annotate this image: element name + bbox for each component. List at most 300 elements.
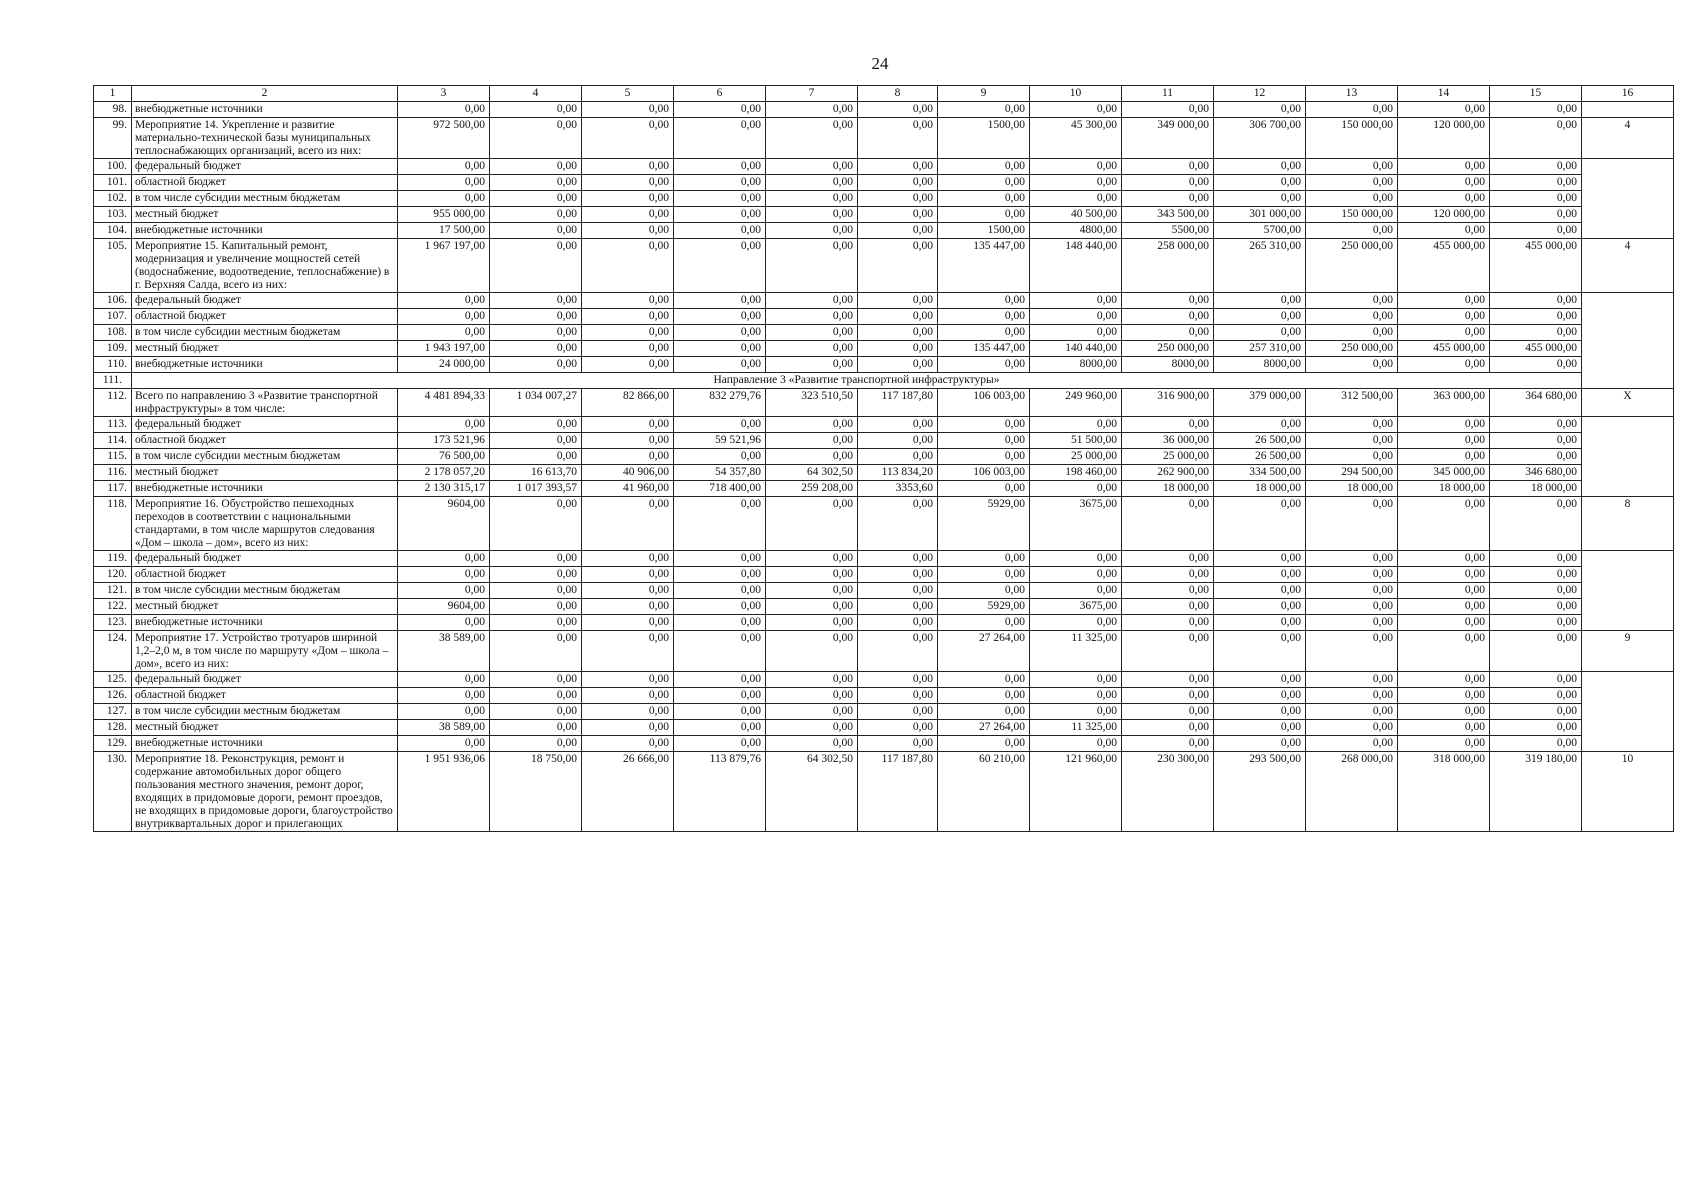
- target-index-cell: [1582, 223, 1674, 239]
- target-index-cell: [1582, 551, 1674, 567]
- value-cell: 0,00: [490, 309, 582, 325]
- value-cell: 0,00: [858, 615, 938, 631]
- value-cell: 9604,00: [398, 599, 490, 615]
- value-cell: 0,00: [490, 704, 582, 720]
- value-cell: 0,00: [1398, 325, 1490, 341]
- value-cell: 0,00: [766, 720, 858, 736]
- target-index-cell: 4: [1582, 118, 1674, 159]
- row-label: областной бюджет: [132, 309, 398, 325]
- value-cell: 0,00: [1490, 309, 1582, 325]
- row-number: 130.: [94, 752, 132, 832]
- value-cell: 0,00: [1490, 672, 1582, 688]
- value-cell: 0,00: [674, 551, 766, 567]
- value-cell: 379 000,00: [1214, 389, 1306, 417]
- value-cell: 0,00: [858, 341, 938, 357]
- value-cell: 18 000,00: [1122, 481, 1214, 497]
- value-cell: 0,00: [582, 293, 674, 309]
- row-label: внебюджетные источники: [132, 615, 398, 631]
- value-cell: 18 000,00: [1398, 481, 1490, 497]
- column-header: 12: [1214, 86, 1306, 102]
- value-cell: 0,00: [766, 191, 858, 207]
- value-cell: 0,00: [1122, 672, 1214, 688]
- value-cell: 0,00: [1306, 567, 1398, 583]
- row-number: 123.: [94, 615, 132, 631]
- target-index-cell: [1582, 449, 1674, 465]
- table-row: [94, 175, 1674, 191]
- value-cell: 0,00: [938, 704, 1030, 720]
- value-cell: 0,00: [1490, 159, 1582, 175]
- value-cell: 0,00: [674, 736, 766, 752]
- value-cell: 0,00: [674, 357, 766, 373]
- value-cell: 11 325,00: [1030, 631, 1122, 672]
- value-cell: 0,00: [1030, 736, 1122, 752]
- value-cell: 113 834,20: [858, 465, 938, 481]
- value-cell: 0,00: [1306, 417, 1398, 433]
- table-row: [94, 239, 1674, 293]
- value-cell: 0,00: [674, 175, 766, 191]
- value-cell: 0,00: [1214, 599, 1306, 615]
- value-cell: 0,00: [1490, 325, 1582, 341]
- target-index-cell: [1582, 672, 1674, 688]
- value-cell: 0,00: [398, 567, 490, 583]
- value-cell: 16 613,70: [490, 465, 582, 481]
- value-cell: 0,00: [1214, 175, 1306, 191]
- value-cell: 0,00: [1214, 497, 1306, 551]
- value-cell: 0,00: [1306, 736, 1398, 752]
- value-cell: 0,00: [1030, 102, 1122, 118]
- value-cell: 18 000,00: [1490, 481, 1582, 497]
- value-cell: 0,00: [1398, 309, 1490, 325]
- table-row: [94, 325, 1674, 341]
- row-number: 100.: [94, 159, 132, 175]
- column-header: 15: [1490, 86, 1582, 102]
- value-cell: 0,00: [490, 615, 582, 631]
- value-cell: 0,00: [938, 417, 1030, 433]
- value-cell: 0,00: [1030, 704, 1122, 720]
- value-cell: 0,00: [582, 223, 674, 239]
- value-cell: 318 000,00: [1398, 752, 1490, 832]
- value-cell: 0,00: [1398, 497, 1490, 551]
- column-header: 5: [582, 86, 674, 102]
- value-cell: 38 589,00: [398, 720, 490, 736]
- value-cell: 150 000,00: [1306, 118, 1398, 159]
- value-cell: 0,00: [1306, 551, 1398, 567]
- value-cell: 0,00: [582, 449, 674, 465]
- table-row: [94, 720, 1674, 736]
- value-cell: 0,00: [490, 293, 582, 309]
- value-cell: 0,00: [1490, 583, 1582, 599]
- value-cell: 0,00: [1214, 736, 1306, 752]
- column-header: 4: [490, 86, 582, 102]
- value-cell: 0,00: [1306, 615, 1398, 631]
- row-label: в том числе субсидии местным бюджетам: [132, 704, 398, 720]
- value-cell: 8000,00: [1214, 357, 1306, 373]
- table-row: [94, 704, 1674, 720]
- target-index-cell: [1582, 688, 1674, 704]
- value-cell: 0,00: [1122, 688, 1214, 704]
- target-index-cell: [1582, 293, 1674, 309]
- value-cell: 198 460,00: [1030, 465, 1122, 481]
- value-cell: 0,00: [938, 688, 1030, 704]
- table-row: [94, 481, 1674, 497]
- value-cell: 0,00: [490, 433, 582, 449]
- value-cell: 120 000,00: [1398, 118, 1490, 159]
- value-cell: 1 034 007,27: [490, 389, 582, 417]
- value-cell: 0,00: [490, 207, 582, 223]
- table-row: [94, 497, 1674, 551]
- value-cell: 250 000,00: [1306, 239, 1398, 293]
- row-number: 104.: [94, 223, 132, 239]
- value-cell: 0,00: [1306, 720, 1398, 736]
- column-header: 11: [1122, 86, 1214, 102]
- value-cell: 0,00: [1490, 720, 1582, 736]
- value-cell: 250 000,00: [1306, 341, 1398, 357]
- target-index-cell: X: [1582, 389, 1674, 417]
- row-label: внебюджетные источники: [132, 357, 398, 373]
- table-row: [94, 449, 1674, 465]
- value-cell: 0,00: [766, 341, 858, 357]
- value-cell: 0,00: [858, 631, 938, 672]
- value-cell: 0,00: [938, 736, 1030, 752]
- target-index-cell: [1582, 325, 1674, 341]
- row-label: федеральный бюджет: [132, 551, 398, 567]
- table-row: [94, 465, 1674, 481]
- value-cell: 0,00: [938, 102, 1030, 118]
- value-cell: 0,00: [766, 688, 858, 704]
- value-cell: 230 300,00: [1122, 752, 1214, 832]
- value-cell: 135 447,00: [938, 239, 1030, 293]
- row-number: 102.: [94, 191, 132, 207]
- value-cell: 0,00: [398, 417, 490, 433]
- value-cell: 0,00: [582, 551, 674, 567]
- value-cell: 0,00: [938, 191, 1030, 207]
- row-number: 127.: [94, 704, 132, 720]
- value-cell: 346 680,00: [1490, 465, 1582, 481]
- value-cell: 0,00: [1398, 551, 1490, 567]
- value-cell: 150 000,00: [1306, 207, 1398, 223]
- row-number: 110.: [94, 357, 132, 373]
- value-cell: 0,00: [1030, 615, 1122, 631]
- value-cell: 120 000,00: [1398, 207, 1490, 223]
- value-cell: 0,00: [1306, 191, 1398, 207]
- value-cell: 0,00: [582, 736, 674, 752]
- value-cell: 0,00: [398, 736, 490, 752]
- value-cell: 349 000,00: [1122, 118, 1214, 159]
- value-cell: 5929,00: [938, 599, 1030, 615]
- table-row: [94, 567, 1674, 583]
- table-row: [94, 223, 1674, 239]
- column-header: 6: [674, 86, 766, 102]
- value-cell: 0,00: [674, 417, 766, 433]
- value-cell: 0,00: [1398, 672, 1490, 688]
- value-cell: 0,00: [582, 704, 674, 720]
- value-cell: 0,00: [766, 583, 858, 599]
- value-cell: 0,00: [582, 615, 674, 631]
- value-cell: 0,00: [1398, 688, 1490, 704]
- value-cell: 0,00: [766, 433, 858, 449]
- row-label: областной бюджет: [132, 433, 398, 449]
- value-cell: 0,00: [490, 357, 582, 373]
- value-cell: 0,00: [1398, 223, 1490, 239]
- value-cell: 0,00: [766, 736, 858, 752]
- value-cell: 0,00: [858, 325, 938, 341]
- value-cell: 0,00: [674, 449, 766, 465]
- table-row: [94, 207, 1674, 223]
- value-cell: 0,00: [858, 567, 938, 583]
- value-cell: 0,00: [766, 239, 858, 293]
- row-label: Мероприятие 15. Капитальный ремонт, модернизация и увеличение мощностей сетей (водоснабжение, водоотведение, теплоснабжение) в г. Верхняя Салда, всего из них:: [132, 239, 398, 293]
- value-cell: 0,00: [1122, 615, 1214, 631]
- value-cell: 0,00: [1306, 293, 1398, 309]
- value-cell: 0,00: [1306, 497, 1398, 551]
- table-row: [94, 309, 1674, 325]
- value-cell: 0,00: [674, 341, 766, 357]
- column-header: 16: [1582, 86, 1674, 102]
- row-number: 119.: [94, 551, 132, 567]
- value-cell: 0,00: [1030, 159, 1122, 175]
- value-cell: 0,00: [1490, 497, 1582, 551]
- value-cell: 0,00: [674, 293, 766, 309]
- table-row: [94, 688, 1674, 704]
- value-cell: 0,00: [582, 191, 674, 207]
- value-cell: 0,00: [858, 207, 938, 223]
- value-cell: 0,00: [674, 704, 766, 720]
- value-cell: 140 440,00: [1030, 341, 1122, 357]
- value-cell: 148 440,00: [1030, 239, 1122, 293]
- value-cell: 0,00: [858, 688, 938, 704]
- value-cell: 1500,00: [938, 118, 1030, 159]
- value-cell: 0,00: [398, 551, 490, 567]
- value-cell: 955 000,00: [398, 207, 490, 223]
- value-cell: 9604,00: [398, 497, 490, 551]
- value-cell: 0,00: [1122, 417, 1214, 433]
- value-cell: 0,00: [1398, 357, 1490, 373]
- value-cell: 832 279,76: [674, 389, 766, 417]
- value-cell: 0,00: [1306, 449, 1398, 465]
- value-cell: 0,00: [1122, 631, 1214, 672]
- value-cell: 0,00: [398, 293, 490, 309]
- value-cell: 0,00: [398, 583, 490, 599]
- table-row: [94, 357, 1674, 373]
- column-header: 8: [858, 86, 938, 102]
- value-cell: 0,00: [398, 309, 490, 325]
- row-label: местный бюджет: [132, 341, 398, 357]
- table-row: [94, 599, 1674, 615]
- value-cell: 3353,60: [858, 481, 938, 497]
- row-label: федеральный бюджет: [132, 417, 398, 433]
- value-cell: 0,00: [766, 631, 858, 672]
- value-cell: 2 178 057,20: [398, 465, 490, 481]
- target-index-cell: [1582, 481, 1674, 497]
- value-cell: 0,00: [674, 191, 766, 207]
- row-label: областной бюджет: [132, 688, 398, 704]
- row-label: в том числе субсидии местным бюджетам: [132, 583, 398, 599]
- value-cell: 0,00: [490, 551, 582, 567]
- value-cell: 0,00: [858, 583, 938, 599]
- row-number: 118.: [94, 497, 132, 551]
- value-cell: 0,00: [490, 191, 582, 207]
- value-cell: 0,00: [582, 207, 674, 223]
- column-header: 9: [938, 86, 1030, 102]
- value-cell: 0,00: [398, 325, 490, 341]
- value-cell: 0,00: [1306, 583, 1398, 599]
- value-cell: 0,00: [1306, 102, 1398, 118]
- row-number: 114.: [94, 433, 132, 449]
- value-cell: 106 003,00: [938, 389, 1030, 417]
- column-header: 14: [1398, 86, 1490, 102]
- section-row: [94, 373, 1674, 389]
- column-header: 10: [1030, 86, 1122, 102]
- row-number: 124.: [94, 631, 132, 672]
- row-label: Мероприятие 17. Устройство тротуаров шириной 1,2–2,0 м, в том числе по маршруту «Дом – школа – дом», всего из них:: [132, 631, 398, 672]
- row-label: областной бюджет: [132, 175, 398, 191]
- row-number: 115.: [94, 449, 132, 465]
- value-cell: 0,00: [1490, 631, 1582, 672]
- row-label: местный бюджет: [132, 720, 398, 736]
- value-cell: 0,00: [1398, 736, 1490, 752]
- value-cell: 54 357,80: [674, 465, 766, 481]
- row-number: 103.: [94, 207, 132, 223]
- row-label: областной бюджет: [132, 567, 398, 583]
- value-cell: 38 589,00: [398, 631, 490, 672]
- value-cell: 0,00: [858, 672, 938, 688]
- value-cell: 0,00: [674, 239, 766, 293]
- value-cell: 0,00: [938, 293, 1030, 309]
- value-cell: 250 000,00: [1122, 341, 1214, 357]
- value-cell: 301 000,00: [1214, 207, 1306, 223]
- value-cell: 0,00: [674, 583, 766, 599]
- row-number: 99.: [94, 118, 132, 159]
- value-cell: 0,00: [766, 325, 858, 341]
- value-cell: 64 302,50: [766, 465, 858, 481]
- target-index-cell: [1582, 309, 1674, 325]
- value-cell: 0,00: [1214, 720, 1306, 736]
- value-cell: 121 960,00: [1030, 752, 1122, 832]
- value-cell: 323 510,50: [766, 389, 858, 417]
- value-cell: 0,00: [938, 583, 1030, 599]
- value-cell: 36 000,00: [1122, 433, 1214, 449]
- target-index-cell: [1582, 599, 1674, 615]
- value-cell: 0,00: [1306, 599, 1398, 615]
- column-header: 1: [94, 86, 132, 102]
- value-cell: 0,00: [674, 118, 766, 159]
- value-cell: 117 187,80: [858, 752, 938, 832]
- value-cell: 0,00: [582, 583, 674, 599]
- value-cell: 0,00: [1398, 583, 1490, 599]
- value-cell: 0,00: [582, 567, 674, 583]
- value-cell: 0,00: [1398, 704, 1490, 720]
- value-cell: 0,00: [674, 688, 766, 704]
- value-cell: 0,00: [858, 417, 938, 433]
- value-cell: 0,00: [1490, 551, 1582, 567]
- value-cell: 0,00: [674, 223, 766, 239]
- value-cell: 0,00: [674, 325, 766, 341]
- value-cell: 76 500,00: [398, 449, 490, 465]
- table-row: [94, 615, 1674, 631]
- value-cell: 0,00: [398, 159, 490, 175]
- value-cell: 0,00: [858, 102, 938, 118]
- value-cell: 0,00: [1398, 449, 1490, 465]
- target-index-cell: 8: [1582, 497, 1674, 551]
- row-number: 113.: [94, 417, 132, 433]
- value-cell: 0,00: [490, 239, 582, 293]
- value-cell: 0,00: [1214, 102, 1306, 118]
- value-cell: 257 310,00: [1214, 341, 1306, 357]
- value-cell: 0,00: [1214, 191, 1306, 207]
- value-cell: 0,00: [766, 357, 858, 373]
- value-cell: 0,00: [1030, 309, 1122, 325]
- target-index-cell: [1582, 433, 1674, 449]
- value-cell: 0,00: [1398, 615, 1490, 631]
- value-cell: 0,00: [1306, 309, 1398, 325]
- value-cell: 0,00: [490, 736, 582, 752]
- value-cell: 0,00: [858, 175, 938, 191]
- value-cell: 0,00: [674, 567, 766, 583]
- value-cell: 0,00: [1306, 325, 1398, 341]
- value-cell: 0,00: [490, 449, 582, 465]
- table-row: [94, 118, 1674, 159]
- row-number: 128.: [94, 720, 132, 736]
- value-cell: 8000,00: [1122, 357, 1214, 373]
- value-cell: 0,00: [1490, 433, 1582, 449]
- value-cell: 0,00: [858, 720, 938, 736]
- value-cell: 3675,00: [1030, 497, 1122, 551]
- table-row: [94, 583, 1674, 599]
- value-cell: 0,00: [858, 191, 938, 207]
- value-cell: 0,00: [674, 720, 766, 736]
- value-cell: 0,00: [858, 159, 938, 175]
- value-cell: 0,00: [674, 631, 766, 672]
- value-cell: 0,00: [398, 672, 490, 688]
- value-cell: 64 302,50: [766, 752, 858, 832]
- value-cell: 0,00: [766, 567, 858, 583]
- value-cell: 0,00: [1030, 293, 1122, 309]
- value-cell: 718 400,00: [674, 481, 766, 497]
- value-cell: 0,00: [674, 615, 766, 631]
- value-cell: 0,00: [1122, 175, 1214, 191]
- value-cell: 319 180,00: [1490, 752, 1582, 832]
- value-cell: 25 000,00: [1122, 449, 1214, 465]
- value-cell: 41 960,00: [582, 481, 674, 497]
- value-cell: 0,00: [1122, 599, 1214, 615]
- value-cell: 0,00: [490, 599, 582, 615]
- value-cell: 0,00: [582, 341, 674, 357]
- value-cell: 0,00: [1122, 309, 1214, 325]
- value-cell: 27 264,00: [938, 631, 1030, 672]
- value-cell: 0,00: [674, 497, 766, 551]
- table-row: [94, 433, 1674, 449]
- table-row: [94, 672, 1674, 688]
- row-number: 126.: [94, 688, 132, 704]
- value-cell: 0,00: [766, 551, 858, 567]
- value-cell: 0,00: [858, 449, 938, 465]
- table-row: [94, 736, 1674, 752]
- table-row: [94, 293, 1674, 309]
- row-label: федеральный бюджет: [132, 293, 398, 309]
- row-label: Мероприятие 18. Реконструкция, ремонт и содержание автомобильных дорог общего пользования местного значения, ремонт дорог, входящих в придомовые дороги, ремонт проездов, не входящих в придомовые дороги, благоустройство внутриквартальных дорог и прилегающих: [132, 752, 398, 832]
- row-label: федеральный бюджет: [132, 672, 398, 688]
- value-cell: 0,00: [1122, 704, 1214, 720]
- row-label: внебюджетные источники: [132, 223, 398, 239]
- value-cell: 0,00: [398, 102, 490, 118]
- value-cell: 0,00: [582, 417, 674, 433]
- value-cell: 0,00: [766, 309, 858, 325]
- value-cell: 0,00: [1306, 175, 1398, 191]
- value-cell: 0,00: [398, 191, 490, 207]
- target-index-cell: 9: [1582, 631, 1674, 672]
- value-cell: 258 000,00: [1122, 239, 1214, 293]
- value-cell: 0,00: [1490, 118, 1582, 159]
